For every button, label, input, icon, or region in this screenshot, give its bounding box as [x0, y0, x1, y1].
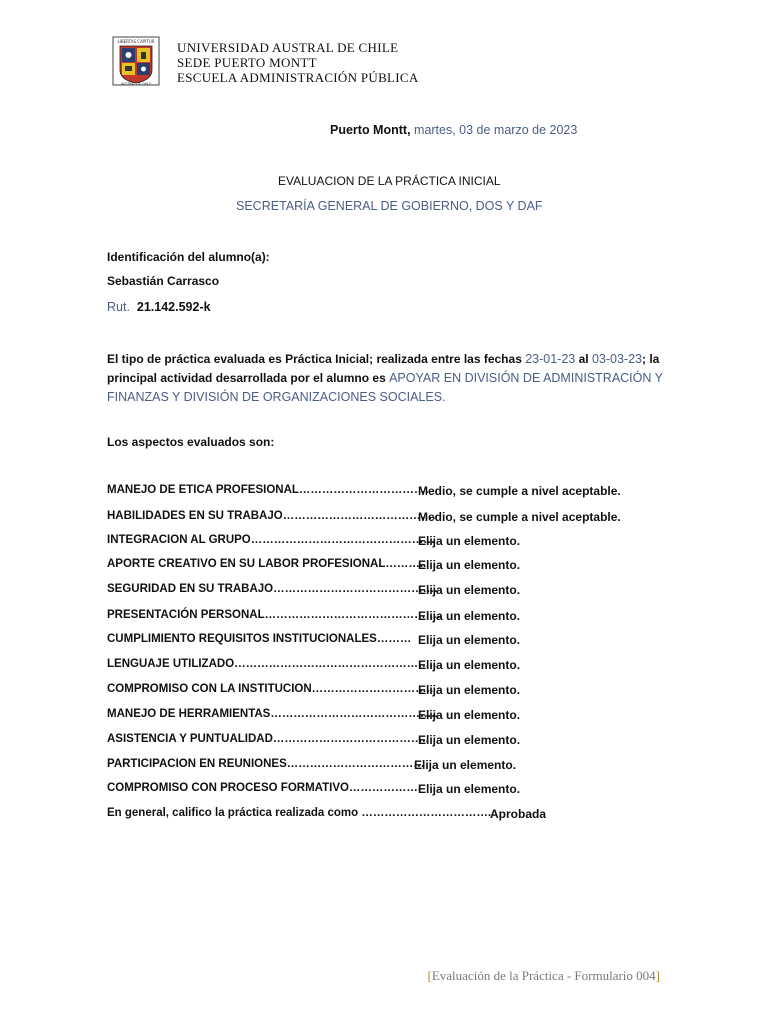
- aspect-value-dropdown[interactable]: Elija un elemento.: [414, 758, 517, 772]
- date-value: martes, 03 de marzo de 2023: [414, 123, 578, 137]
- aspect-value-dropdown[interactable]: Elija un elemento.: [418, 534, 521, 548]
- aspect-label: PRESENTACIÓN PERSONAL……………………………………….: [107, 609, 441, 621]
- student-id-label: Identificación del alumno(a):: [107, 250, 270, 264]
- form-footer: [428, 968, 661, 984]
- header-school-name: ESCUELA ADMINISTRACIÓN PÚBLICA: [177, 70, 419, 85]
- paragraph-text-2: al: [575, 352, 592, 366]
- paragraph-text-1: El tipo de práctica evaluada es Práctica Inicial; realizada entre las fechas: [107, 352, 526, 366]
- footer-text: Evaluación de la Práctica - Formulario 004: [431, 968, 656, 983]
- aspect-label: APORTE CREATIVO EN SU LABOR PROFESIONAL………..: [107, 558, 427, 570]
- practice-description: [107, 350, 663, 407]
- aspect-label: MANEJO DE ETICA PROFESIONAL…………………………….: [107, 484, 429, 496]
- aspect-value-dropdown[interactable]: Elija un elemento.: [418, 683, 521, 697]
- footer-bracket-open: [: [427, 968, 432, 983]
- header-campus-name: SEDE PUERTO MONTT: [177, 55, 317, 70]
- aspects-heading: Los aspectos evaluados son:: [107, 435, 275, 449]
- date-city: Puerto Montt,: [330, 123, 411, 137]
- date-from: 23-01-23: [525, 352, 576, 366]
- aspect-label: ASISTENCIA Y PUNTUALIDAD…………………………………..: [107, 733, 429, 745]
- aspect-value-dropdown[interactable]: Elija un elemento.: [418, 658, 521, 672]
- aspect-value-dropdown[interactable]: Elija un elemento.: [418, 708, 521, 722]
- activity-description: APOYAR EN DIVISIÓN DE ADMINISTRACIÓN Y FINANZAS Y DIVISIÓN DE ORGANIZACIONES SOCIALES.: [107, 371, 663, 404]
- aspect-value-dropdown[interactable]: Elija un elemento.: [418, 733, 521, 747]
- aspect-label: SEGURIDAD EN SU TRABAJO…………………………………….: [107, 583, 438, 595]
- date-line: [330, 123, 577, 137]
- paragraph-text-3: ; la principal actividad desarrollada por el alumno es: [107, 352, 660, 385]
- document-subtitle: SECRETARÍA GENERAL DE GOBIERNO, DOS Y DAF: [236, 199, 543, 213]
- aspect-value-dropdown[interactable]: Medio, se cumple a nivel aceptable.: [418, 484, 621, 498]
- aspect-label: CUMPLIMIENTO REQUISITOS INSTITUCIONALES………: [107, 633, 412, 645]
- header-university-name: UNIVERSIDAD AUSTRAL DE CHILE: [177, 40, 399, 55]
- footer-bracket-close: ]: [655, 968, 660, 983]
- aspect-label: MANEJO DE HERRAMIENTAS……………………………………..: [107, 708, 438, 720]
- overall-value-dropdown[interactable]: Aprobada: [490, 807, 547, 821]
- aspect-value-dropdown[interactable]: Elija un elemento.: [418, 782, 521, 796]
- aspect-label: COMPROMISO CON PROCESO FORMATIVO……………….: [107, 782, 422, 794]
- document-title: EVALUACION DE LA PRÁCTICA INICIAL: [278, 174, 501, 188]
- aspect-label: PARTICIPACION EN REUNIONES………………………………: [107, 758, 425, 770]
- aspect-label: INTEGRACION AL GRUPO…………………………………………: [107, 534, 435, 546]
- rut-label: Rut.: [107, 300, 130, 314]
- date-to: 03-03-23: [591, 352, 642, 366]
- aspect-value-dropdown[interactable]: Elija un elemento.: [418, 583, 521, 597]
- university-crest-logo: [112, 36, 160, 86]
- aspect-value-dropdown[interactable]: Elija un elemento.: [418, 609, 521, 623]
- aspect-value-dropdown[interactable]: Elija un elemento.: [418, 558, 521, 572]
- rut-value: 21.142.592-k: [136, 300, 211, 314]
- overall-label: En general, califico la práctica realizada como …………………………….: [107, 807, 492, 819]
- logo-bottom-text: AUSTRAL DE CHILE: [120, 82, 152, 86]
- student-name: Sebastián Carrasco: [107, 274, 220, 288]
- logo-motto-text: LIBERTAS CAPITUR: [117, 39, 155, 44]
- aspect-label: COMPROMISO CON LA INSTITUCION…………………………..: [107, 683, 434, 695]
- aspect-value-dropdown[interactable]: Medio, se cumple a nivel aceptable.: [418, 510, 621, 524]
- aspect-label: LENGUAJE UTILIZADO……………………………………………..: [107, 658, 437, 670]
- student-rut-line: [107, 300, 211, 314]
- aspect-value-dropdown[interactable]: Elija un elemento.: [418, 633, 521, 647]
- aspect-label: HABILIDADES EN SU TRABAJO………………………………….: [107, 510, 436, 522]
